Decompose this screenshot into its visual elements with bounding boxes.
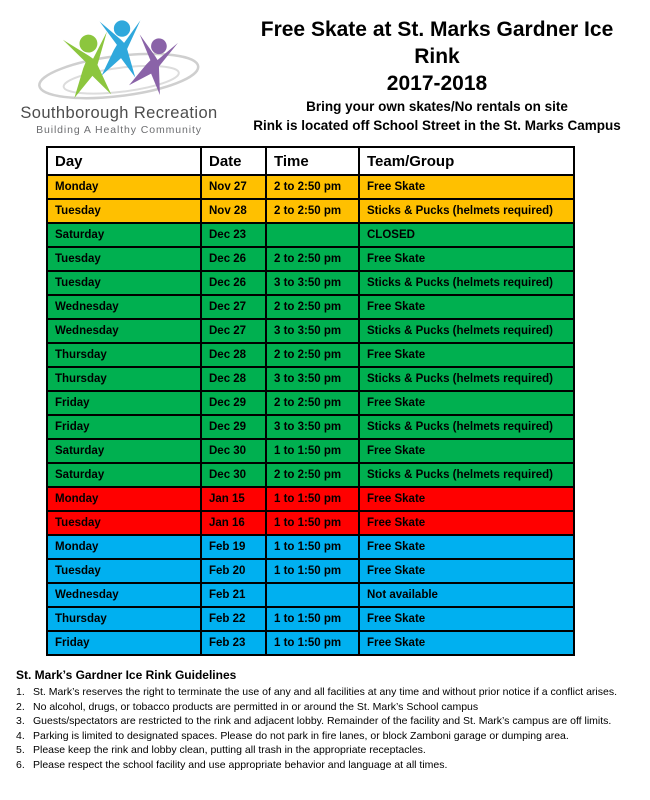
cell-time: 3 to 3:50 pm: [266, 271, 359, 295]
cell-time: 2 to 2:50 pm: [266, 199, 359, 223]
schedule-row: [47, 223, 574, 247]
cell-group: Free Skate: [359, 391, 574, 415]
cell-time: 2 to 2:50 pm: [266, 247, 359, 271]
guideline-text: Guests/spectators are restricted to the rink and adjacent lobby. Remainder of the facility and St. Mark’s campus are off limits.: [33, 715, 612, 727]
cell-day: Friday: [47, 391, 201, 415]
guideline-text: St. Mark’s reserves the right to terminate the use of any and all facilities at any time and without prior notice if a conflict arises.: [33, 686, 617, 698]
cell-day: Monday: [47, 487, 201, 511]
cell-group: Free Skate: [359, 439, 574, 463]
cell-group: Free Skate: [359, 175, 574, 199]
cell-group: Free Skate: [359, 343, 574, 367]
cell-date: Dec 23: [201, 223, 266, 247]
schedule-row: [47, 391, 574, 415]
guideline-number: 3.: [16, 715, 25, 727]
cell-day: Friday: [47, 415, 201, 439]
guideline-item: [16, 685, 650, 700]
guidelines-title: St. Mark’s Gardner Ice Rink Guidelines: [16, 668, 237, 682]
cell-date: Dec 26: [201, 271, 266, 295]
logo-name: Southborough Recreation: [20, 104, 218, 122]
cell-time: 2 to 2:50 pm: [266, 175, 359, 199]
guideline-number: 4.: [16, 729, 25, 742]
cell-date: Dec 29: [201, 415, 266, 439]
schedule-table: [46, 146, 575, 656]
cell-date: Feb 19: [201, 535, 266, 559]
cell-day: Thursday: [47, 367, 201, 391]
cell-date: Jan 15: [201, 487, 266, 511]
subtitle-location: Rink is located off School Street in the St. Marks Campus: [253, 118, 621, 133]
cell-time: 1 to 1:50 pm: [266, 439, 359, 463]
cell-group: Free Skate: [359, 247, 574, 271]
guidelines-list: [16, 685, 650, 772]
skating-figures-icon: [17, 6, 222, 108]
cell-date: Dec 27: [201, 295, 266, 319]
cell-time: 1 to 1:50 pm: [266, 487, 359, 511]
cell-date: Nov 28: [201, 199, 266, 223]
cell-time: 1 to 1:50 pm: [266, 607, 359, 631]
cell-day: Tuesday: [47, 559, 201, 583]
guideline-text: No alcohol, drugs, or tobacco products are permitted in or around the St. Mark’s School campus: [33, 700, 479, 713]
guideline-item: [16, 729, 650, 744]
schedule-row: [47, 247, 574, 271]
guideline-item: [16, 743, 650, 758]
guideline-text: Parking is limited to designated spaces. Please do not park in fire lanes, or block Zamboni garage or dumping area.: [33, 729, 569, 742]
cell-time: 2 to 2:50 pm: [266, 391, 359, 415]
schedule-row: [47, 559, 574, 583]
cell-group: Sticks & Pucks (helmets required): [359, 463, 574, 487]
table-header-row: [47, 147, 574, 175]
cell-time: [266, 583, 359, 607]
cell-group: Sticks & Pucks (helmets required): [359, 199, 574, 223]
subtitle-skates: Bring your own skates/No rentals on site: [306, 99, 568, 114]
guideline-number: 5.: [16, 744, 25, 756]
guideline-item: [16, 700, 650, 715]
cell-day: Tuesday: [47, 271, 201, 295]
cell-group: Free Skate: [359, 559, 574, 583]
schedule-row: [47, 271, 574, 295]
logo-tagline: Building A Healthy Community: [36, 124, 202, 136]
schedule-row: [47, 415, 574, 439]
cell-day: Saturday: [47, 439, 201, 463]
cell-day: Tuesday: [47, 199, 201, 223]
schedule-row: [47, 631, 574, 655]
title-block: [238, 0, 650, 146]
cell-time: 1 to 1:50 pm: [266, 511, 359, 535]
cell-day: Thursday: [47, 607, 201, 631]
southborough-recreation-logo: [0, 0, 238, 146]
guideline-item: [16, 714, 650, 729]
schedule-table-body: [47, 175, 574, 655]
column-header-date: Date: [201, 147, 266, 175]
cell-time: 2 to 2:50 pm: [266, 343, 359, 367]
cell-day: Tuesday: [47, 247, 201, 271]
cell-day: Friday: [47, 631, 201, 655]
cell-group: Not available: [359, 583, 574, 607]
cell-date: Dec 27: [201, 319, 266, 343]
cell-day: Thursday: [47, 343, 201, 367]
cell-group: Free Skate: [359, 535, 574, 559]
cell-group: Free Skate: [359, 631, 574, 655]
schedule-row: [47, 319, 574, 343]
page-title: Free Skate at St. Marks Gardner Ice Rink: [260, 18, 614, 68]
schedule-row: [47, 463, 574, 487]
cell-group: Free Skate: [359, 607, 574, 631]
cell-day: Saturday: [47, 463, 201, 487]
cell-time: 3 to 3:50 pm: [266, 319, 359, 343]
schedule-row: [47, 583, 574, 607]
cell-time: 2 to 2:50 pm: [266, 463, 359, 487]
schedule-row: [47, 439, 574, 463]
cell-group: Free Skate: [359, 295, 574, 319]
schedule-row: [47, 535, 574, 559]
cell-group: Sticks & Pucks (helmets required): [359, 367, 574, 391]
cell-date: Dec 26: [201, 247, 266, 271]
cell-group: Sticks & Pucks (helmets required): [359, 319, 574, 343]
cell-time: [266, 223, 359, 247]
cell-day: Wednesday: [47, 319, 201, 343]
cell-date: Feb 22: [201, 607, 266, 631]
cell-time: 1 to 1:50 pm: [266, 535, 359, 559]
cell-day: Wednesday: [47, 295, 201, 319]
cell-date: Nov 27: [201, 175, 266, 199]
flyer-header: [0, 0, 650, 146]
cell-date: Jan 16: [201, 511, 266, 535]
cell-date: Dec 28: [201, 343, 266, 367]
guideline-text: Please respect the school facility and use appropriate behavior and language at all times.: [33, 758, 448, 771]
cell-day: Tuesday: [47, 511, 201, 535]
cell-date: Feb 21: [201, 583, 266, 607]
guideline-item: [16, 758, 650, 773]
cell-group: Sticks & Pucks (helmets required): [359, 271, 574, 295]
cell-date: Dec 29: [201, 391, 266, 415]
column-header-day: Day: [47, 147, 201, 175]
cell-date: Feb 20: [201, 559, 266, 583]
schedule-row: [47, 367, 574, 391]
page-title-years: 2017-2018: [386, 72, 488, 95]
schedule-row: [47, 343, 574, 367]
column-header-group: Team/Group: [359, 147, 574, 175]
cell-day: Wednesday: [47, 583, 201, 607]
schedule-row: [47, 175, 574, 199]
cell-day: Monday: [47, 535, 201, 559]
cell-group: Free Skate: [359, 487, 574, 511]
column-header-time: Time: [266, 147, 359, 175]
schedule-row: [47, 487, 574, 511]
guideline-number: 2.: [16, 700, 25, 713]
cell-group: Free Skate: [359, 511, 574, 535]
cell-time: 1 to 1:50 pm: [266, 631, 359, 655]
cell-date: Dec 28: [201, 367, 266, 391]
cell-date: Dec 30: [201, 439, 266, 463]
cell-group: Sticks & Pucks (helmets required): [359, 415, 574, 439]
cell-day: Saturday: [47, 223, 201, 247]
guidelines-section: [16, 668, 650, 772]
cell-time: 1 to 1:50 pm: [266, 559, 359, 583]
schedule-row: [47, 511, 574, 535]
cell-day: Monday: [47, 175, 201, 199]
schedule-row: [47, 295, 574, 319]
cell-date: Dec 30: [201, 463, 266, 487]
cell-time: 3 to 3:50 pm: [266, 415, 359, 439]
guideline-number: 1.: [16, 686, 25, 698]
guideline-text: Please keep the rink and lobby clean, putting all trash in the appropriate receptacles.: [33, 744, 426, 756]
cell-group: CLOSED: [359, 223, 574, 247]
cell-date: Feb 23: [201, 631, 266, 655]
cell-time: 2 to 2:50 pm: [266, 295, 359, 319]
guideline-number: 6.: [16, 758, 25, 771]
schedule-row: [47, 199, 574, 223]
cell-time: 3 to 3:50 pm: [266, 367, 359, 391]
schedule-row: [47, 607, 574, 631]
